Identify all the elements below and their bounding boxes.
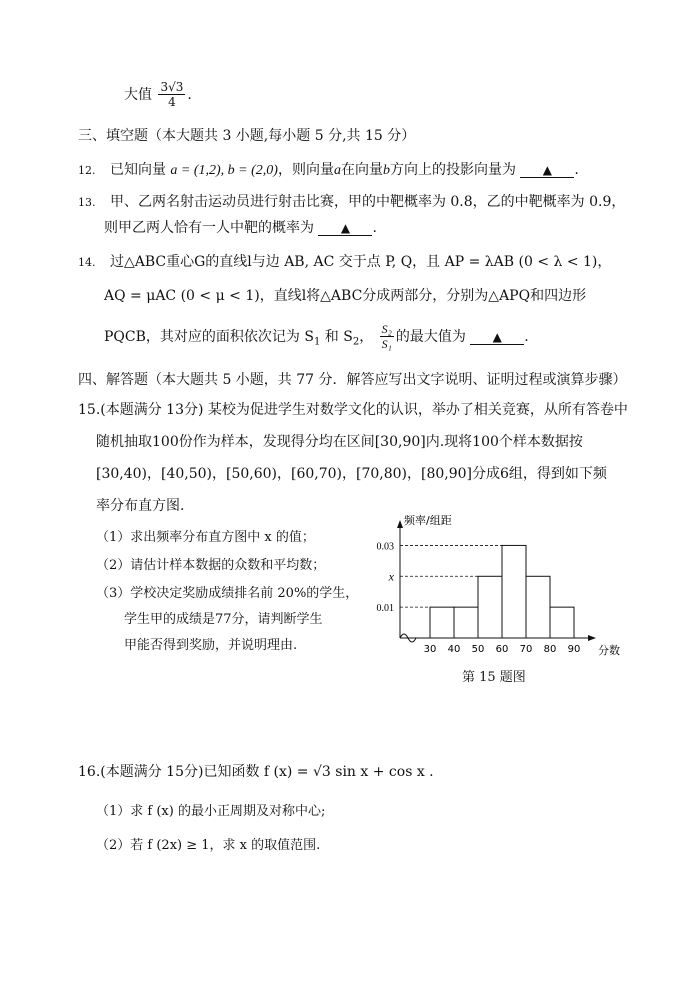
q16-line1: 16.(本题满分 15分)已知函数 f (x) = √3 sin x + cos x .	[78, 764, 434, 780]
q14-sub1: 1	[313, 336, 321, 348]
q15-line1: 15.(本题满分 13分) 某校为促进学生对数学文化的认识，举办了相关竞赛，从所有答卷中	[78, 402, 628, 418]
question-13	[78, 194, 625, 211]
q14-answer-blank: ▲	[470, 330, 524, 345]
y-tick-label: 0.03	[376, 541, 394, 553]
intro-frac-den: 4	[168, 95, 176, 110]
q13-number: 13.	[78, 196, 96, 209]
q15-line2: 随机抽取100份作为样本，发现得分均在区间[30,90]内.现将100个样本数据按	[96, 434, 583, 450]
histogram-bar	[454, 607, 478, 638]
q14-line3d: 的最大值为	[395, 328, 466, 345]
q13-line1: 甲、乙两名射击运动员进行射击比赛，甲的中靶概率为 0.8，乙的中靶概率为 0.9，	[109, 194, 626, 210]
histogram-bar	[478, 576, 502, 638]
q13-answer-blank: ▲	[318, 221, 372, 236]
section4-title: 四、解答题（本大题共 5 小题，共 77 分．解答应写出文字说明、证明过程或演算步骤）	[78, 372, 627, 388]
x-tick-label: 40	[447, 644, 461, 655]
q12-text3: 在向量	[340, 162, 383, 178]
x-tick-label: 50	[471, 644, 485, 655]
q12-number: 12.	[78, 164, 96, 177]
histogram-xlabel: 分数	[598, 644, 620, 657]
q12-end: .	[574, 162, 579, 178]
q14-fraction	[380, 322, 394, 352]
x-tick-label: 90	[567, 644, 581, 655]
q14-frac-num: S₂	[381, 322, 392, 336]
histogram-bar	[502, 545, 526, 638]
q13-end: .	[372, 220, 377, 236]
q16-sub2: （2）若 f (2x) ≥ 1，求 x 的取值范围.	[96, 838, 321, 853]
q15-sub2: （2）请估计样本数据的众数和平均数；	[96, 558, 326, 573]
x-tick-label: 60	[495, 644, 509, 655]
q12-math-a: a	[333, 163, 341, 178]
q14-line3a: PQCB，其对应的面积依次记为 S	[104, 328, 314, 345]
q14-line2: AQ = μAC (0 < μ < 1)，直线l将△ABC分成两部分，分别为△APQ和四边形	[104, 288, 587, 304]
intro-fraction	[158, 80, 185, 110]
q13-line2: 则甲乙两人恰有一人中靶的概率为	[104, 220, 314, 236]
section3-title: 三、填空题（本大题共 3 小题,每小题 5 分,共 15 分）	[78, 128, 416, 144]
y-tick-label: x	[388, 569, 394, 584]
x-tick-label: 80	[543, 644, 557, 655]
q16-sub1: （1）求 f (x) 的最小正周期及对称中心;	[96, 804, 326, 819]
histogram-bar	[550, 607, 574, 638]
x-tick-label: 30	[423, 644, 437, 655]
intro-frac-num: 3√3	[160, 80, 184, 94]
question-14	[78, 254, 611, 271]
x-tick-label: 70	[519, 644, 533, 655]
intro-prefix: 大值	[124, 86, 152, 103]
x-axis-arrow-icon	[588, 635, 596, 641]
question-12	[78, 162, 579, 180]
intro-line: 大值 $\frac{3√3}{4}$ .	[124, 80, 192, 110]
q14-frac-den: S₁	[381, 337, 392, 352]
q15-sub3b: 学生甲的成绩是77分，请判断学生	[124, 612, 323, 627]
frequency-histogram	[360, 510, 630, 662]
histogram-ylabel: 频率/组距	[404, 514, 452, 527]
q15-line4: 率分布直方图.	[96, 498, 185, 514]
q14-line3b: 和 S	[320, 328, 353, 345]
q14-line3	[104, 322, 529, 352]
y-axis-arrow-icon	[397, 520, 403, 528]
y-tick-label: 0.01	[376, 603, 394, 615]
q15-sub3c: 甲能否得到奖励，并说明理由.	[124, 638, 298, 653]
q15-sub3a: （3）学校决定奖励成绩排名前 20%的学生，	[96, 586, 359, 601]
q14-sub2: 2	[352, 336, 360, 348]
figure-caption: 第 15 题图	[462, 670, 526, 685]
q14-line3c: ，	[359, 328, 374, 345]
q14-end: .	[524, 328, 529, 345]
q12-text2: ，则向量	[277, 162, 334, 178]
q15-sub1: （1）求出频率分布直方图中 x 的值；	[96, 530, 315, 545]
q15-line3: [30,40)，[40,50)，[50,60)，[60,70)，[70,80)，[80,90]分成6组，得到如下频	[96, 466, 607, 482]
q12-text1: 已知向量	[109, 162, 166, 178]
q14-line1: 过△ABC重心G的直线l与边 AB, AC 交于点 P, Q，且 AP = λAB (0 < λ < 1)，	[109, 254, 612, 270]
histogram-bar	[526, 576, 550, 638]
q14-number: 14.	[78, 256, 96, 269]
q12-math-b: b	[382, 163, 390, 178]
q12-text4: 方向上的投影向量为	[389, 162, 516, 178]
q12-answer-blank: ▲	[520, 163, 574, 178]
q12-math1: a = (1,2), b = (2,0)	[170, 163, 278, 178]
histogram-bar	[430, 607, 454, 638]
q13-line2-wrap	[104, 220, 377, 237]
